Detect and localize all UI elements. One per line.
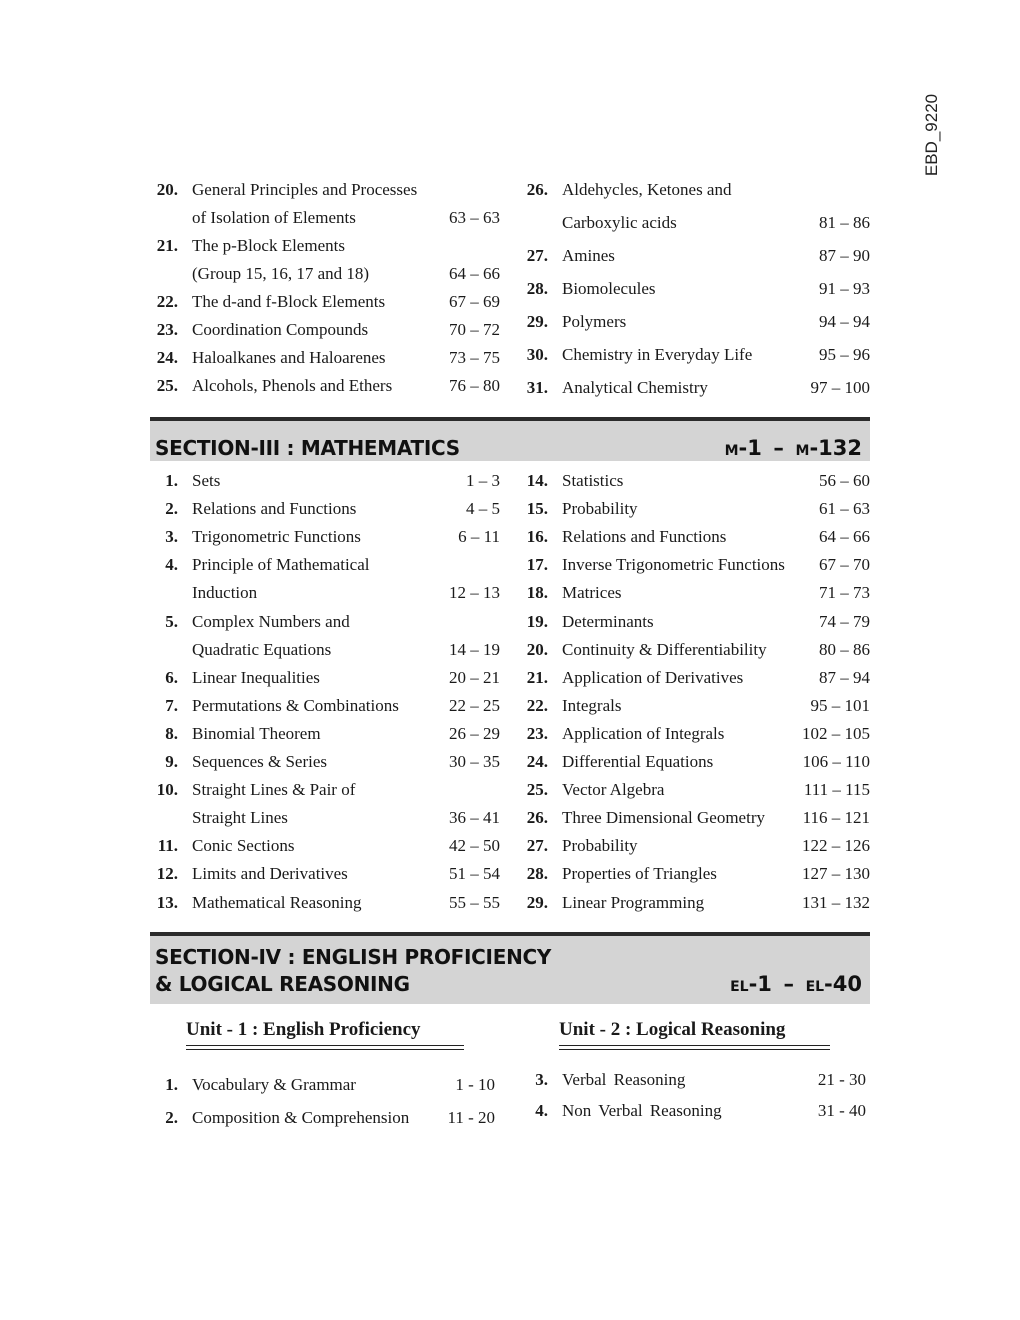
toc-entry <box>150 348 500 376</box>
entry-title: General Principles and Processes <box>192 180 418 199</box>
entry-number: 4. <box>535 1101 548 1120</box>
toc-entry <box>150 527 500 555</box>
entry-number: 16. <box>526 527 548 547</box>
entry-number: 22. <box>526 695 548 715</box>
toc-entry <box>520 527 870 555</box>
section-iii-page-range: M-1 – M-132 <box>724 436 862 460</box>
entry-title: Analytical Chemistry <box>562 378 708 397</box>
entry-title: Linear Programming <box>562 892 705 912</box>
toc-entry <box>150 668 500 696</box>
entry-title: Alcohols, Phenols and Ethers <box>192 376 393 395</box>
entry-title: Linear Inequalities <box>192 667 320 687</box>
entry-number: 29. <box>526 312 548 331</box>
toc-entry <box>520 893 870 921</box>
entry-title: Coordination Compounds <box>192 320 369 339</box>
entry-number: 1. <box>165 471 178 490</box>
toc-entry <box>520 808 870 836</box>
entry-title: Relations and Functions <box>562 527 727 547</box>
entry-number: 3. <box>535 1070 548 1089</box>
entry-pages: 63 – 63 <box>449 208 500 227</box>
entry-number: 27. <box>526 836 548 856</box>
entry-title: Sequences & Series <box>192 752 328 771</box>
entry-number: 2. <box>165 499 178 519</box>
toc-entry <box>150 696 500 724</box>
entry-title: The p-Block Elements <box>192 236 345 255</box>
entry-number: 25. <box>156 376 178 395</box>
entry-pages: 127 – 130 <box>802 864 870 884</box>
entry-title: Quadratic Equations <box>192 639 332 659</box>
entry-title: Vocabulary & Grammar <box>192 1075 356 1094</box>
section-iv-page-range: EL-1 – EL-40 <box>730 972 862 996</box>
entry-title: Sets <box>192 471 221 490</box>
entry-title: The d-and f-Block Elements <box>192 292 386 311</box>
entry-pages: 80 – 86 <box>819 639 870 659</box>
toc-entry <box>520 864 870 892</box>
toc-entry <box>520 345 870 378</box>
entry-title: Principle of Mathematical <box>192 555 370 575</box>
entry-pages: 11 - 20 <box>447 1108 495 1127</box>
toc-entry <box>150 893 500 921</box>
entry-pages: 87 – 90 <box>819 246 870 265</box>
entry-pages: 6 – 11 <box>458 527 500 547</box>
entry-number: 5. <box>165 611 178 631</box>
entry-number: 6. <box>165 667 178 687</box>
entry-title: Probability <box>562 836 638 856</box>
entry-number: 18. <box>526 583 548 603</box>
entry-title: Probability <box>562 499 638 519</box>
toc-entry <box>150 499 500 527</box>
entry-number: 13. <box>156 892 178 912</box>
toc-entry <box>520 612 870 640</box>
entry-title: (Group 15, 16, 17 and 18) <box>192 264 370 283</box>
entry-title: Aldehycles, Ketones and <box>562 180 732 199</box>
entry-title: Non Verbal Reasoning <box>562 1101 722 1120</box>
entry-number: 10. <box>156 780 178 800</box>
section-iv-title-line2: & LOGICAL REASONING <box>155 972 410 996</box>
entry-title: Carboxylic acids <box>562 213 677 232</box>
entry-pages: 81 – 86 <box>819 213 870 232</box>
entry-pages: 61 – 63 <box>819 499 870 519</box>
document-code: EBD_9220 <box>922 93 941 177</box>
entry-number: 15. <box>526 499 548 519</box>
toc-entry <box>520 499 870 527</box>
entry-number: 12. <box>156 864 178 884</box>
entry-pages: 94 – 94 <box>819 312 870 331</box>
entry-title: Verbal Reasoning <box>562 1070 686 1089</box>
entry-number: 26. <box>526 180 548 199</box>
entry-number: 24. <box>156 348 178 367</box>
entry-number: 4. <box>165 555 178 575</box>
toc-entry <box>520 312 870 345</box>
entry-pages: 87 – 94 <box>819 667 870 687</box>
toc-entry <box>150 724 500 752</box>
entry-pages: 12 – 13 <box>449 583 500 603</box>
entry-pages: 67 – 69 <box>449 292 500 311</box>
entry-title: of Isolation of Elements <box>192 208 356 227</box>
toc-entry <box>150 752 500 780</box>
toc-entry <box>150 780 500 836</box>
entry-pages: 36 – 41 <box>449 808 500 828</box>
toc-entry <box>150 836 500 864</box>
entry-number: 14. <box>526 471 548 490</box>
entry-pages: 106 – 110 <box>802 752 870 771</box>
entry-title: Induction <box>192 583 258 603</box>
entry-pages: 55 – 55 <box>449 892 500 912</box>
toc-entry <box>150 612 500 668</box>
entry-pages: 31 - 40 <box>817 1101 866 1120</box>
entry-title: Straight Lines & Pair of <box>192 780 356 800</box>
entry-number: 1. <box>165 1075 178 1094</box>
toc-entry <box>520 668 870 696</box>
toc-entry <box>150 864 500 892</box>
unit-2-underline <box>559 1045 830 1050</box>
toc-entry <box>520 471 870 499</box>
entry-title: Binomial Theorem <box>192 723 321 743</box>
toc-entry <box>520 246 870 279</box>
entry-number: 28. <box>526 279 548 298</box>
toc-entry <box>150 180 500 236</box>
entry-pages: 56 – 60 <box>819 471 870 490</box>
unit-1-underline <box>186 1045 464 1050</box>
entry-title: Chemistry in Everyday Life <box>562 345 753 364</box>
toc-entry <box>520 583 870 611</box>
entry-pages: 76 – 80 <box>449 376 500 395</box>
entry-pages: 111 – 115 <box>803 780 870 800</box>
entry-pages: 116 – 121 <box>802 808 870 828</box>
toc-entry <box>150 236 500 292</box>
entry-title: Statistics <box>562 471 624 490</box>
section-iv-title-line1: SECTION-IV : ENGLISH PROFICIENCY <box>155 945 552 969</box>
entry-number: 24. <box>526 752 548 771</box>
entry-number: 27. <box>526 246 548 265</box>
entry-number: 30. <box>526 345 548 364</box>
entry-title: Differential Equations <box>562 752 714 771</box>
entry-number: 21. <box>156 236 178 255</box>
entry-pages: 70 – 72 <box>449 320 500 339</box>
entry-pages: 73 – 75 <box>449 348 500 367</box>
entry-number: 29. <box>526 892 548 912</box>
toc-entry <box>520 836 870 864</box>
entry-pages: 95 – 96 <box>819 345 870 364</box>
toc-entry <box>150 1075 495 1108</box>
toc-entry <box>520 1101 866 1132</box>
entry-number: 21. <box>526 667 548 687</box>
entry-pages: 95 – 101 <box>810 695 870 715</box>
entry-number: 25. <box>526 780 548 800</box>
section-iii-header <box>150 417 870 461</box>
unit-2-heading: Unit - 2 : Logical Reasoning <box>559 1019 786 1040</box>
entry-number: 22. <box>156 292 178 311</box>
entry-pages: 1 - 10 <box>455 1075 495 1094</box>
entry-title: Continuity & Differentiability <box>562 639 767 659</box>
entry-number: 7. <box>165 695 178 715</box>
entry-title: Conic Sections <box>192 836 295 856</box>
entry-title: Straight Lines <box>192 808 288 828</box>
toc-entry <box>520 696 870 724</box>
toc-entry <box>520 724 870 752</box>
entry-pages: 1 – 3 <box>466 471 500 490</box>
toc-entry <box>150 1108 495 1141</box>
entry-title: Trigonometric Functions <box>192 527 361 547</box>
entry-title: Biomolecules <box>562 279 656 298</box>
entry-number: 31. <box>526 378 548 397</box>
entry-number: 26. <box>526 808 548 828</box>
entry-pages: 26 – 29 <box>449 723 500 743</box>
unit-1-heading: Unit - 1 : English Proficiency <box>186 1019 421 1040</box>
entry-pages: 64 – 66 <box>449 264 500 283</box>
entry-pages: 20 – 21 <box>449 667 500 687</box>
entry-pages: 131 – 132 <box>802 892 870 912</box>
entry-title: Composition & Comprehension <box>192 1108 410 1127</box>
entry-pages: 4 – 5 <box>466 499 500 519</box>
toc-entry <box>520 378 870 411</box>
entry-title: Complex Numbers and <box>192 611 350 631</box>
entry-title: Application of Derivatives <box>562 667 744 687</box>
toc-entry <box>520 555 870 583</box>
entry-pages: 14 – 19 <box>449 639 500 659</box>
entry-title: Determinants <box>562 611 654 631</box>
entry-pages: 21 - 30 <box>817 1070 866 1089</box>
entry-number: 28. <box>526 864 548 884</box>
section-iii-title: SECTION-III : MATHEMATICS <box>155 436 460 460</box>
entry-title: Relations and Functions <box>192 499 357 519</box>
entry-pages: 122 – 126 <box>802 836 870 856</box>
entry-pages: 64 – 66 <box>819 527 870 547</box>
entry-title: Three Dimensional Geometry <box>562 808 765 828</box>
entry-title: Mathematical Reasoning <box>192 892 362 912</box>
entry-title: Amines <box>562 246 615 265</box>
entry-title: Limits and Derivatives <box>192 864 348 884</box>
toc-entry <box>150 376 500 404</box>
entry-title: Polymers <box>562 312 627 331</box>
entry-title: Permutations & Combinations <box>192 695 399 715</box>
entry-pages: 74 – 79 <box>819 611 870 631</box>
entry-number: 20. <box>156 180 178 199</box>
entry-number: 17. <box>526 555 548 575</box>
entry-number: 23. <box>526 723 548 743</box>
entry-pages: 102 – 105 <box>802 723 870 743</box>
toc-entry <box>150 471 500 499</box>
entry-number: 2. <box>165 1108 178 1127</box>
entry-title: Haloalkanes and Haloarenes <box>192 348 386 367</box>
entry-title: Integrals <box>562 695 622 715</box>
entry-pages: 51 – 54 <box>449 864 500 884</box>
entry-pages: 42 – 50 <box>449 836 500 856</box>
entry-number: 3. <box>165 527 178 547</box>
entry-number: 9. <box>165 752 178 771</box>
section-iv-header <box>150 932 870 1004</box>
toc-entry <box>520 752 870 780</box>
entry-title: Properties of Triangles <box>562 864 717 884</box>
toc-entry <box>150 292 500 320</box>
entry-number: 20. <box>526 639 548 659</box>
entry-number: 8. <box>165 723 178 743</box>
toc-entry <box>520 279 870 312</box>
entry-pages: 91 – 93 <box>819 279 870 298</box>
entry-title: Vector Algebra <box>562 780 665 800</box>
entry-title: Application of Integrals <box>562 723 725 743</box>
entry-number: 11. <box>157 836 178 856</box>
entry-pages: 30 – 35 <box>449 752 500 771</box>
entry-title: Matrices <box>562 583 622 603</box>
entry-title: Inverse Trigonometric Functions <box>562 555 785 575</box>
entry-pages: 67 – 70 <box>819 555 870 575</box>
toc-entry <box>520 780 870 808</box>
toc-entry <box>520 180 870 246</box>
toc-entry <box>150 320 500 348</box>
toc-entry <box>520 1070 866 1101</box>
toc-entry <box>520 640 870 668</box>
toc-entry <box>150 555 500 611</box>
entry-number: 23. <box>156 320 178 339</box>
entry-pages: 97 – 100 <box>810 378 870 397</box>
entry-pages: 22 – 25 <box>449 695 500 715</box>
entry-number: 19. <box>526 611 548 631</box>
entry-pages: 71 – 73 <box>819 583 870 603</box>
